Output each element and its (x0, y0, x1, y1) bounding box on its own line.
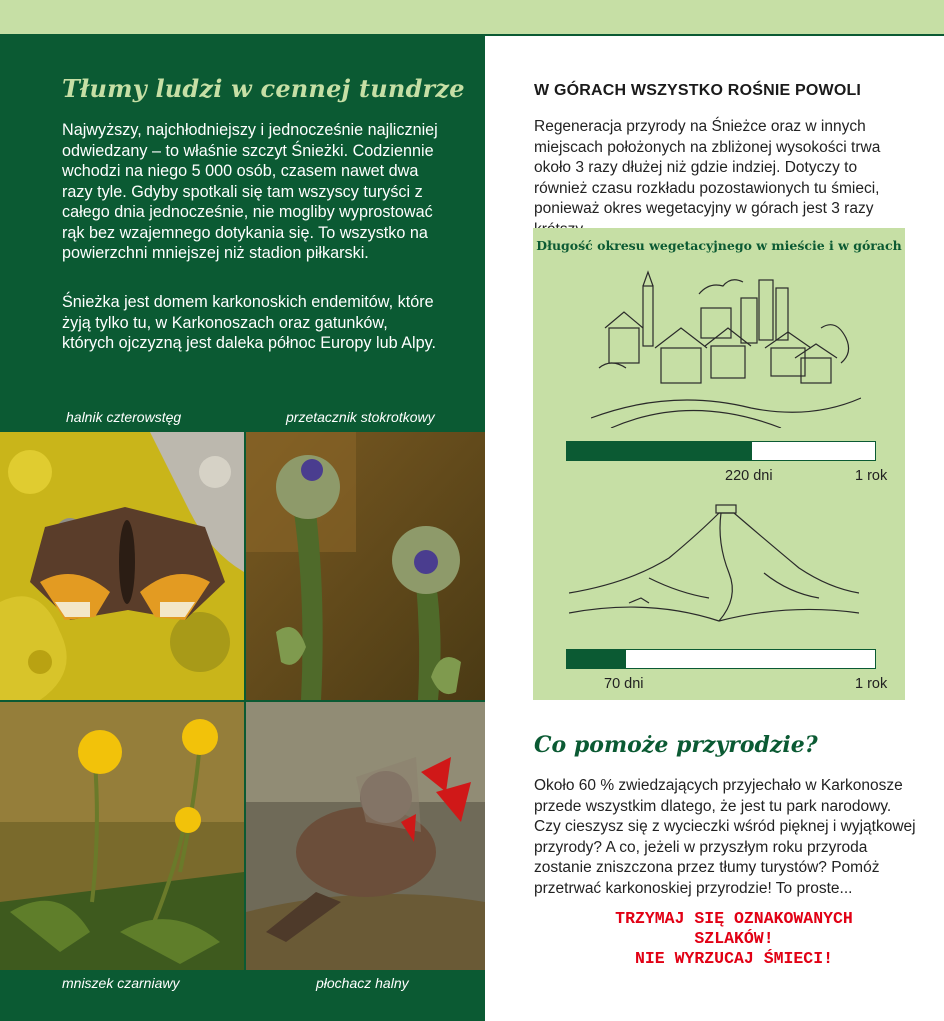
mountain-days-label: 70 dni (604, 676, 644, 692)
mountain-bar (566, 649, 876, 669)
panel-title: Długość okresu wegetacyjnego w mieście i w górach (536, 238, 902, 253)
city-year-label: 1 rok (855, 468, 888, 484)
mountain-year-label: 1 rok (855, 676, 888, 692)
right-heading: W GÓRACH WSZYSTKO ROŚNIE POWOLI (534, 82, 862, 99)
city-illustration (591, 268, 861, 428)
caption-przetacznik: przetacznik stokrotkowy (286, 409, 435, 425)
warning-line-1: TRZYMAJ SIĘ OZNAKOWANYCH (615, 909, 853, 928)
city-bar-fill (567, 442, 752, 460)
city-days-label: 220 dni (725, 468, 773, 484)
photo-speedwell (246, 432, 485, 700)
left-title: Tłumy ludzi w cennej tundrze (62, 74, 465, 103)
mountain-bar-fill (567, 650, 626, 668)
city-bar (566, 441, 876, 461)
right-intro: Regeneracja przyrody na Śnieżce oraz w innych miejscach położonych na zbliżonej wysokości trwa około 3 razy dłużej niż gdzie indziej. Dotyczy to również czasu rozkładu pozostawionych tu śmieci, ponieważ okres wegetacyjny w górach jest 3 razy (534, 118, 881, 218)
photo-dandelion (0, 702, 244, 970)
help-heading: Co pomoże przyrodzie? (534, 732, 818, 758)
left-paragraph-1: Najwyższy, najchłodniejszy i jednocześnie najliczniej odwiedzany – to właśnie szczyt Śnieżki. Codziennie wchodzi na niego 5 000 osób, czasem nawet dwa razy tyle. Gdyby spotkali się tam wszyscy turyści z całego dnia jednocześnie, nie mogliby wyprostować rąk bez wzajemnego dotykania się. To wszystko na powierzchni mniejszej niż stadion piłkarski. (62, 121, 438, 262)
photo-moth (0, 432, 244, 700)
caption-mniszek: mniszek czarniawy (62, 975, 180, 991)
vegetation-panel (533, 228, 905, 700)
caption-plochacz: płochacz halny (316, 975, 409, 991)
help-paragraph: Około 60 % zwiedzających przyjechało w Karkonosze przede wszystkim dlatego, że jest tu park narodowy. Czy cieszysz się z wycieczki wśród pięknej i wyjątkowej przyrody? A co, jeżeli w przyszłym roku przyroda zostanie zniszczona przez tłumy turystów? Pomóż przetrwać karkonoskiej przyrodzie! To proste... (534, 777, 916, 897)
top-banner (0, 0, 944, 36)
photo-accentor (246, 702, 485, 970)
warning-line-2: SZLAKÓW! (694, 929, 774, 948)
left-paragraph-2: Śnieżka jest domem karkonoskich endemitów, które żyją tylko tu, w Karkonoszach oraz gatunków, których ojczyzną jest daleka północ Europy lub Alpy. (62, 293, 437, 352)
caption-halnik: halnik czterowstęg (66, 409, 182, 425)
warning-line-3: NIE WYRZUCAJ ŚMIECI! (634, 949, 834, 968)
mountain-illustration (569, 503, 859, 633)
